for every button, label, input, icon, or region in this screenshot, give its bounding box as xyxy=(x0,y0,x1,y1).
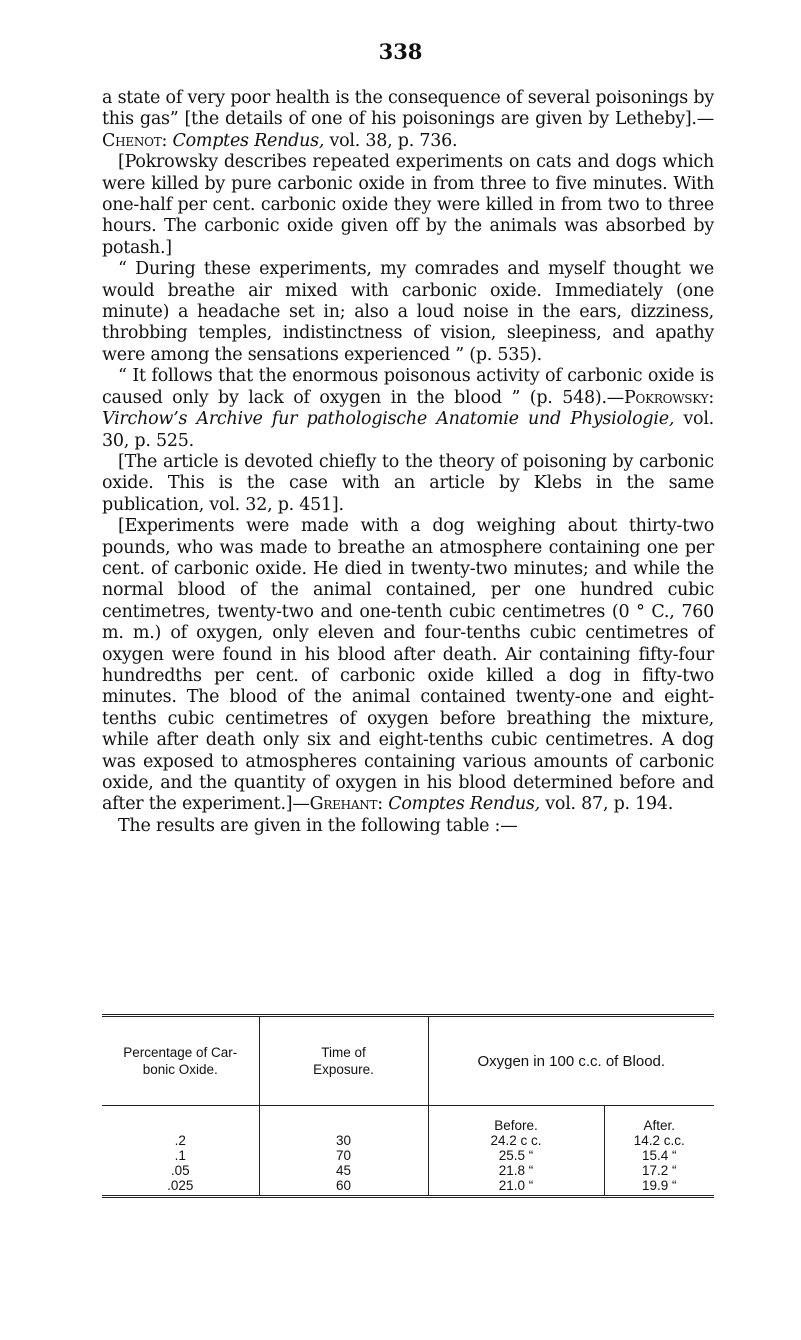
subheader-before: Before. xyxy=(428,1106,604,1134)
text-run: [Pokrowsky describes repeated experiments on cats and dogs which were killed by pure carbonic oxide in from three to five minutes. With one-half per cent. carbonic oxide they were killed in from two to three hours. The carbonic oxide given off by the animals was absorbed by potash.] xyxy=(102,152,714,258)
table-row xyxy=(102,1178,714,1197)
text-run: vol. 87, p. 194. xyxy=(539,794,674,815)
author-name: Chenot xyxy=(102,130,162,151)
author-name: Pokrowsky xyxy=(624,387,709,408)
paragraph xyxy=(102,152,714,259)
text-run: “ During these experiments, my comrades and myself thought we would breathe air mixed with carbonic oxide. Immediately (one minute) a headache set in; also a loud noise in the ears, dizziness, throbbing temples, indistinctness of vision, sleepiness, and apathy were among the sensations experienced ” (p. 535). xyxy=(102,259,714,365)
paragraph xyxy=(102,816,714,837)
text-run: [Experiments were made with a dog weighing about thirty-two pounds, who was made to breathe an atmosphere containing one per cent. of carbonic oxide. He died in twenty-two minutes; and while the normal blood of the animal contained, per one hundred cubic centimetres, twenty-two and one-tenth cubic centimetres (0 ° C., 760 m. m.) of oxygen, only eleven and four-tenths cubic centimetres of oxygen were found in his blood after death. Air containing fifty-four hundredths per cent. of carbonic oxide killed a dog in fifty-two minutes. The blood of the animal contained twenty-one and eight-tenths cubic centimetres of oxygen before breathing the mixture, while after death only six and eight-tenths cubic centimetres. A dog was exposed to atmospheres containing various amounts of carbonic oxide, and the quantity of oxygen in his blood determined before and after the experiment.]— xyxy=(102,516,714,815)
cell-time: 70 xyxy=(259,1148,428,1163)
cell-before: 24.2 c c. xyxy=(428,1133,604,1148)
text-run: [The article is devoted chiefly to the theory of poisoning by carbonic oxide. This is the case with an article by Klebs in the same publication, vol. 32, p. 451]. xyxy=(102,451,714,515)
text-run: a state of very poor health is the consequence of several poisonings by this gas” [the details of one of his poisonings are given by Letheby].— xyxy=(102,88,714,130)
cell-time: 60 xyxy=(259,1178,428,1197)
text-run: : xyxy=(708,387,714,408)
cell-before: 21.8 “ xyxy=(428,1163,604,1178)
text-run: : xyxy=(161,130,173,151)
author-name: Grehant xyxy=(309,794,378,815)
table-row xyxy=(102,1133,714,1148)
cell-before: 25.5 “ xyxy=(428,1148,604,1163)
cell-percentage: .1 xyxy=(102,1148,259,1163)
cell-time: 30 xyxy=(259,1133,428,1148)
subheader-after: After. xyxy=(643,1118,675,1133)
page-number: 338 xyxy=(378,39,423,64)
paragraph xyxy=(102,259,714,366)
header-percentage: Percentage of Car- bonic Oxide. xyxy=(102,1017,259,1106)
table-row xyxy=(102,1163,714,1178)
citation-title: Comptes Rendus, xyxy=(388,794,540,815)
cell-percentage: .05 xyxy=(102,1163,259,1178)
cell-percentage: .025 xyxy=(102,1178,259,1197)
paragraph xyxy=(102,88,714,152)
cell-time: 45 xyxy=(259,1163,428,1178)
text-run: : xyxy=(377,794,389,815)
paragraph xyxy=(102,452,714,516)
cell-after: 17.2 “ xyxy=(641,1163,677,1178)
body-text xyxy=(102,88,714,837)
citation-title: Comptes Rendus, xyxy=(172,130,325,151)
cell-after: 19.9 “ xyxy=(641,1178,677,1193)
cell-before: 21.0 “ xyxy=(428,1178,604,1197)
citation-title: Virchow’s Archive fur pathologische Anatomie und Physiologie, xyxy=(102,409,675,430)
header-oxygen: Oxygen in 100 c.c. of Blood. xyxy=(428,1017,714,1106)
text-run: The results are given in the following table :— xyxy=(118,815,518,836)
cell-after: 14.2 c.c. xyxy=(633,1133,685,1148)
cell-percentage: .2 xyxy=(102,1133,259,1148)
text-run: “ It follows that the enormous poisonous activity of carbonic oxide is caused only by lack of oxygen in the blood ” (p. 548).— xyxy=(102,366,714,408)
table-row xyxy=(102,1148,714,1163)
paragraph xyxy=(102,516,714,816)
cell-after: 15.4 “ xyxy=(641,1148,677,1163)
results-table xyxy=(102,1014,714,1198)
text-run: vol. 38, p. 736. xyxy=(324,130,458,151)
paragraph xyxy=(102,366,714,452)
text-run: vol. 30, p. 525. xyxy=(102,409,714,451)
header-time: Time of Exposure. xyxy=(259,1017,428,1106)
